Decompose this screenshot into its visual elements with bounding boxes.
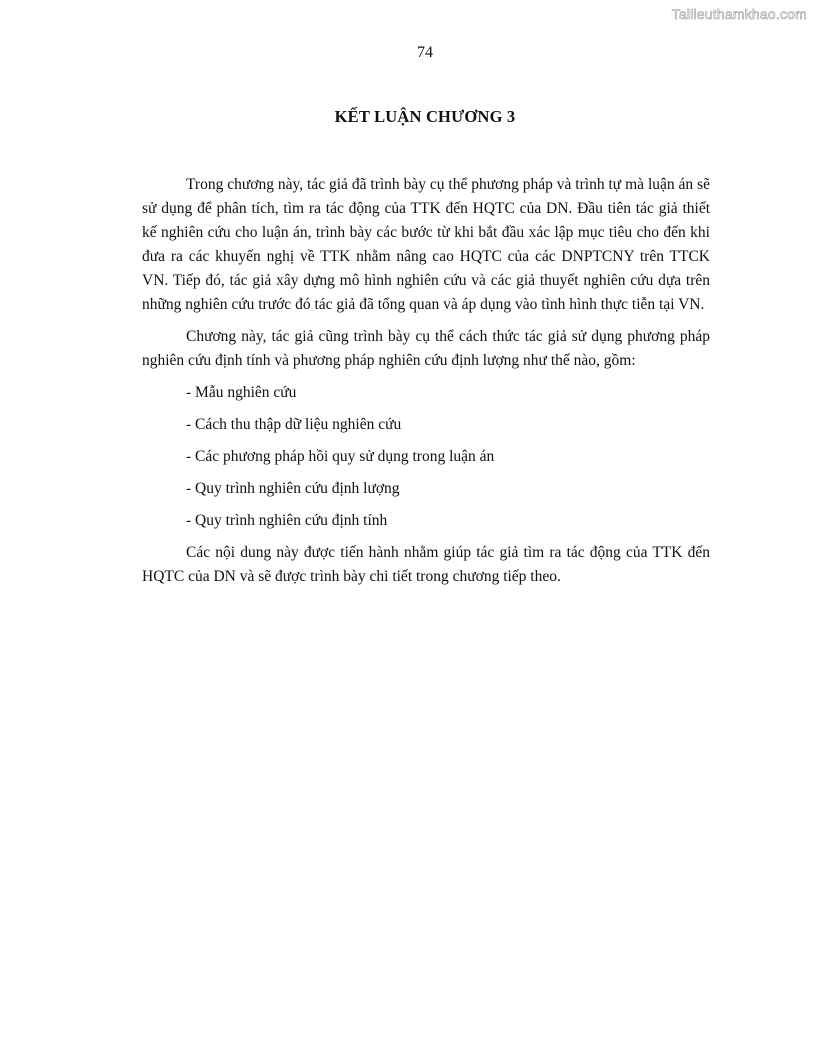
list-item: - Quy trình nghiên cứu định lượng: [186, 480, 400, 497]
chapter-title: KẾT LUẬN CHƯƠNG 3: [334, 107, 516, 126]
list-item: - Các phương pháp hồi quy sử dụng trong luận án: [186, 448, 495, 465]
methods-list: [142, 381, 710, 533]
list-item: - Cách thu thập dữ liệu nghiên cứu: [186, 416, 402, 433]
paragraph-intro: Trong chương này, tác giả đã trình bày cụ thể phương pháp và trình tự mà luận án sẽ sử dụng để phân tích, tìm ra tác động của TTK đến HQTC của DN. Đầu tiên tác giả thiết kế nghiên cứu cho luận án, trình bày các bước từ khi bắt đầu xác lập mục tiêu cho đến khi đưa ra các khuyến nghị về TTK nhằm nâng cao HQTC của các DNPTCNY trên TTCK VN. Tiếp đó, tác giả xây dựng mô hình nghiên cứu và các giả thuyết nghiên cứu dựa trên những nghiên cứu trước đó tác giả đã tổng quan và áp dụng vào tình hình thực tiễn tại VN.: [142, 176, 710, 313]
list-item: - Mẫu nghiên cứu: [186, 384, 297, 401]
paragraph-methods: Chương này, tác giả cũng trình bày cụ thể cách thức tác giả sử dụng phương pháp nghiên cứu định tính và phương pháp nghiên cứu định lượng như thế nào, gồm:: [142, 328, 710, 369]
document-body: [142, 173, 710, 597]
list-item: - Quy trình nghiên cứu định tính: [186, 512, 388, 529]
page-number: 74: [417, 44, 433, 61]
paragraph-closing: Các nội dung này được tiến hành nhằm giúp tác giả tìm ra tác động của TTK đến HQTC của DN và sẽ được trình bày chi tiết trong chương tiếp theo.: [142, 544, 710, 585]
watermark: Tailieuthamkhao.com: [671, 6, 807, 22]
